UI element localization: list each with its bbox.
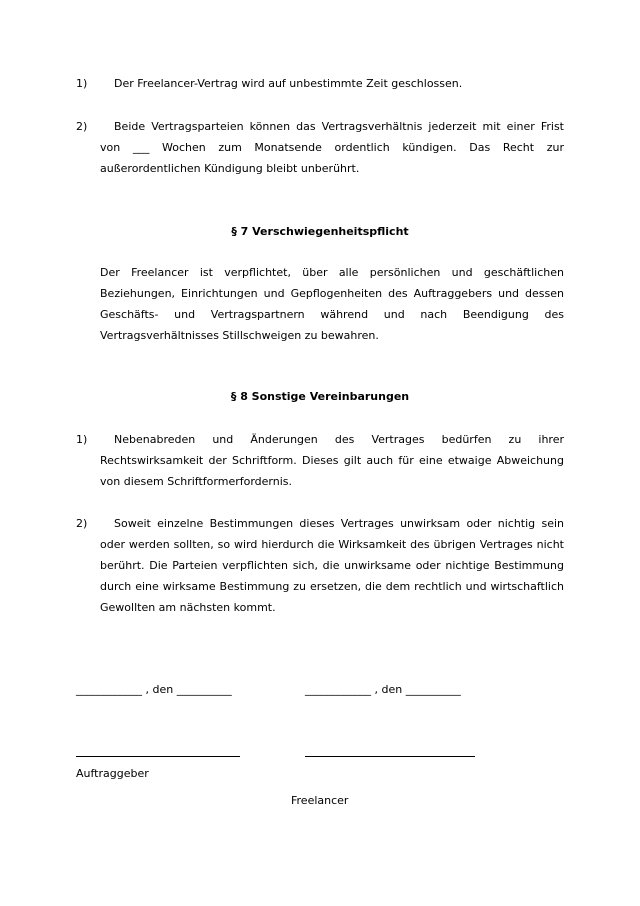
place-date-right: ____________ , den __________: [305, 683, 461, 696]
section-heading: § 8 Sonstige Vereinbarungen: [230, 390, 410, 403]
list-number: 2): [76, 120, 88, 133]
section-heading: § 7 Verschwiegenheitspflicht: [231, 225, 409, 238]
signature-line-left: [76, 756, 240, 757]
list-item-text: Nebenabreden und Änderungen des Vertrages bedürfen zu ihrer Rechtswirksamkeit der Schriftform. Dieses gilt auch für eine etwaige Abweichung von diesem Schriftformerfordernis.: [100, 433, 564, 488]
section-paragraph: Der Freelancer ist verpflichtet, über alle persönlichen und geschäftlichen Beziehungen, Einrichtungen und Gepflogenheiten des Auftraggebers und dessen Geschäfts- und Vertragspartnern während und nach Beendigung des Vertragsverhältnisses Stillschweigen zu bewahren.: [100, 266, 564, 342]
list-item-text: Der Freelancer-Vertrag wird auf unbestimmte Zeit geschlossen.: [114, 77, 463, 90]
list-number: 1): [76, 433, 88, 446]
list-number: 2): [76, 517, 88, 530]
signature-label-left: Auftraggeber: [76, 767, 149, 780]
list-item-text: Soweit einzelne Bestimmungen dieses Vertrages unwirksam oder nichtig sein oder werden sollten, so wird hierdurch die Wirksamkeit des übrigen Vertrages nicht berührt. Die Parteien verpflichten sich, die unwirksame oder nichtige Bestimmung durch eine wirksame Bestimmung zu ersetzen, die dem rechtlich und wirtschaftlich Gewollten am nächsten kommt.: [100, 517, 564, 614]
list-item-text: Beide Vertragsparteien können das Vertragsverhältnis jederzeit mit einer Frist von ___ Wochen zum Monatsende ordentlich kündigen. Das Recht zur außerordentlichen Kündigung bleibt unberührt.: [100, 120, 564, 175]
place-date-left: ____________ , den __________: [76, 683, 232, 696]
list-number: 1): [76, 77, 88, 90]
signature-line-right: [305, 756, 475, 757]
signature-label-right: Freelancer: [291, 794, 349, 807]
